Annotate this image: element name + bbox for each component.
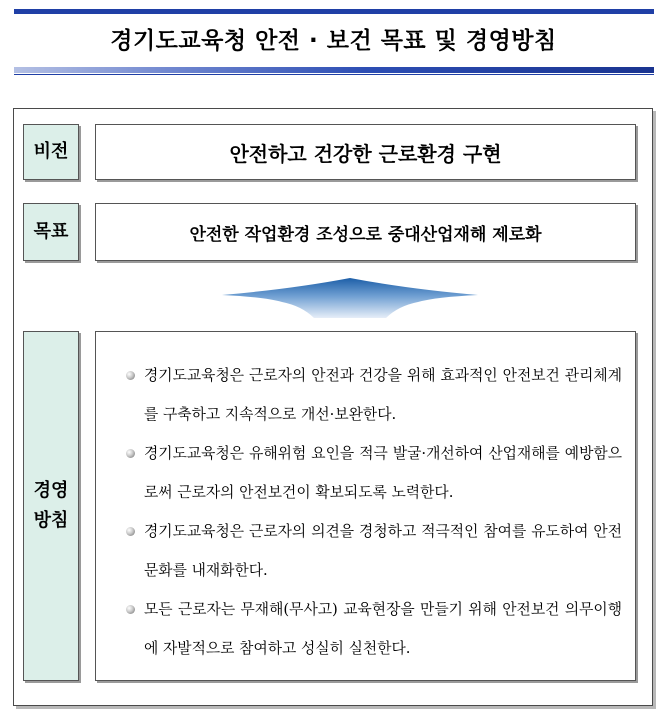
bullet-icon [126,449,135,458]
bullet-icon [126,371,135,380]
header-top-rule [14,9,654,14]
header-bottom-line [14,74,654,75]
goal-text: 안전한 작업환경 조성으로 중대산업재해 제로화 [95,203,636,261]
policy-label [23,331,79,681]
policy-label-line2: 방침 [33,510,69,531]
header-gradient-rule [14,67,654,73]
policy-list [126,356,622,668]
list-item [126,512,622,590]
list-item [126,356,622,434]
up-arrow-icon [222,276,478,320]
bullet-icon [126,527,135,536]
policy-item-text: 경기도교육청은 근로자의 안전과 건강을 위해 효과적인 안전보건 관리체계를 구축하고 지속적으로 개선·보완한다. [144,367,622,423]
bullet-icon [126,605,135,614]
list-item [126,590,622,668]
policy-box [95,331,636,681]
policy-label-line1: 경영 [33,480,69,501]
page-title: 경기도교육청 안전 · 보건 목표 및 경영방침 [110,28,557,54]
vision-label: 비전 [23,124,79,180]
policy-item-text: 경기도교육청은 근로자의 의견을 경청하고 적극적인 참여를 유도하여 안전문화를 내재화한다. [144,523,622,579]
policy-item-text: 모든 근로자는 무재해(무사고) 교육현장을 만들기 위해 안전보건 의무이행에 자발적으로 참여하고 성실히 실천한다. [144,601,622,657]
policy-item-text: 경기도교육청은 유해위험 요인을 적극 발굴·개선하여 산업재해를 예방함으로써 근로자의 안전보건이 확보되도록 노력한다. [144,445,622,501]
vision-text: 안전하고 건강한 근로환경 구현 [95,124,636,180]
list-item [126,434,622,512]
goal-label: 목표 [23,203,79,261]
